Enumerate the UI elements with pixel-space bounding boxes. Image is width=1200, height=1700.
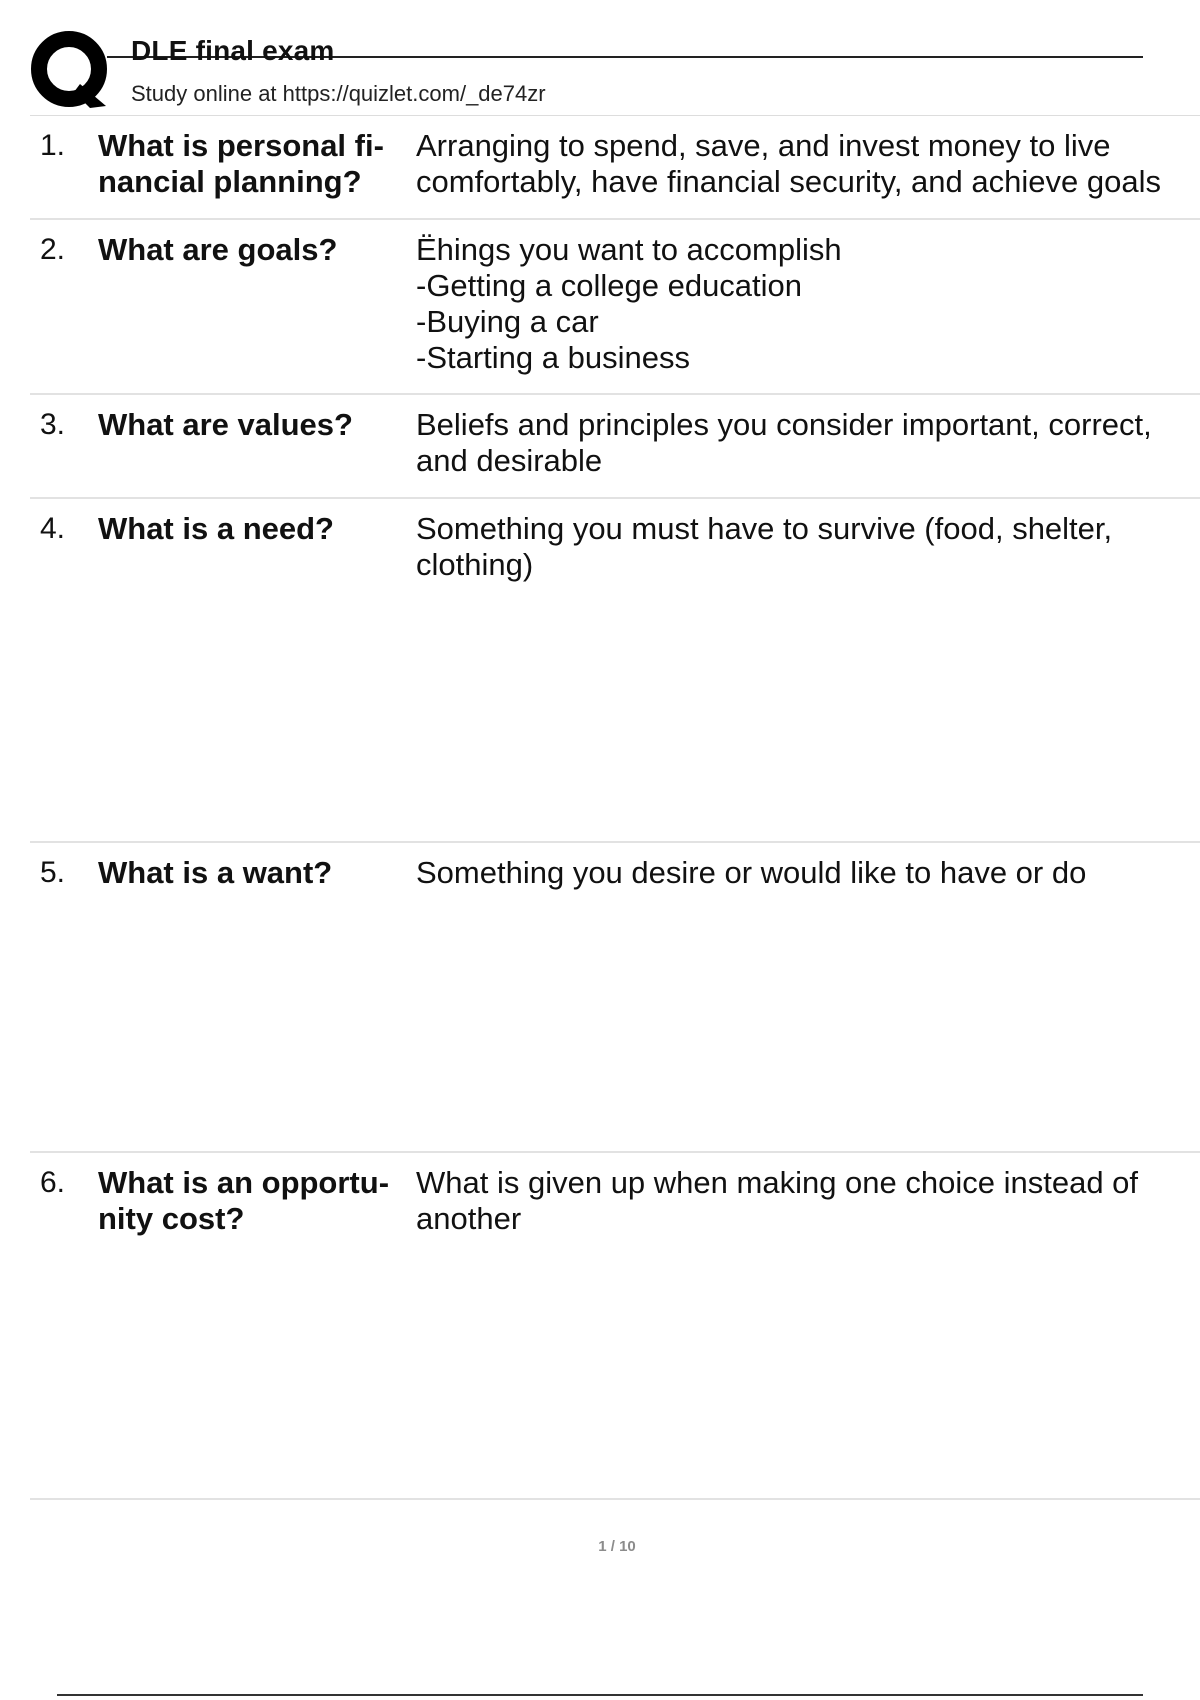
flashcard-row: [30, 843, 1200, 1153]
page-title: DLE final exam: [131, 35, 335, 66]
card-number: 1.: [40, 129, 66, 162]
card-term: What is a need?: [98, 511, 334, 546]
flashcard-list: [30, 116, 1200, 1500]
flashcard-row: [30, 116, 1200, 220]
card-term: What are goals?: [98, 232, 338, 267]
page-indicator: 1 / 10: [598, 1538, 636, 1555]
card-number: 3.: [40, 408, 66, 441]
card-number: 4.: [40, 512, 66, 545]
card-term: What is an opportu- nity cost?: [98, 1165, 390, 1236]
study-online-link[interactable]: Study online at https://quizlet.com/_de74zr: [131, 81, 546, 106]
footer-rule: [57, 1694, 1143, 1696]
card-number: 5.: [40, 856, 66, 889]
card-number: 6.: [40, 1166, 66, 1199]
flashcard-row: [30, 395, 1200, 499]
quizlet-logo-icon: [30, 30, 112, 112]
card-term: What is a want?: [98, 855, 333, 890]
card-definition: Beliefs and principles you consider important, correct, and desirable: [416, 407, 1152, 478]
card-definition: Something you desire or would like to have or do: [416, 855, 1087, 890]
flashcard-row: [30, 499, 1200, 843]
card-number: 2.: [40, 233, 66, 266]
flashcard-row: [30, 220, 1200, 395]
card-term: What is personal fi- nancial planning?: [98, 128, 384, 199]
page-header: [0, 0, 1200, 116]
card-definition: Something you must have to survive (food, shelter, clothing): [416, 511, 1113, 582]
flashcard-row: [30, 1153, 1200, 1500]
card-definition: Ëhings you want to accomplish -Getting a college education -Buying a car -Starting a business: [416, 232, 842, 375]
card-term: What are values?: [98, 407, 353, 442]
card-definition: What is given up when making one choice instead of another: [416, 1165, 1139, 1236]
card-definition: Arranging to spend, save, and invest money to live comfortably, have financial security, and achieve goals: [416, 128, 1161, 199]
